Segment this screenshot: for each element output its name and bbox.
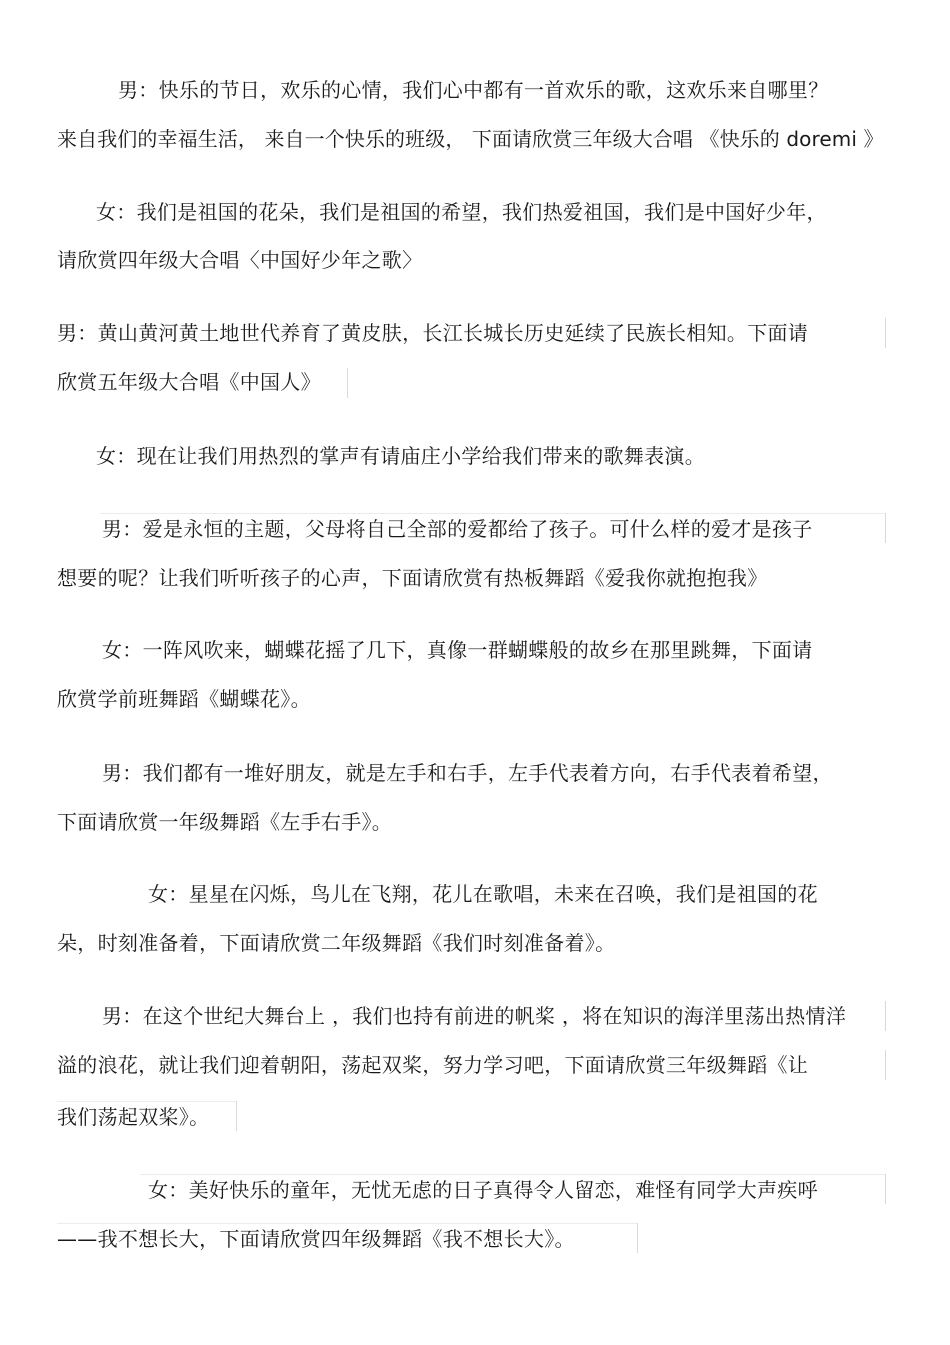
margin-rule [57,1101,237,1102]
margin-rule [57,1223,637,1224]
paragraph-10-line-1: 女：美好快乐的童年，无忧无虑的日子真得令人留恋，难怪有同学大声疾呼 [148,1178,818,1202]
paragraph-6-line-1: 女：一阵风吹来，蝴蝶花摇了几下，真像一群蝴蝶般的故乡在那里跳舞，下面请 [102,638,813,662]
margin-rule [140,1174,885,1175]
margin-mark [885,318,886,348]
paragraph-9-line-2: 溢的浪花，就让我们迎着朝阳，荡起双桨，努力学习吧，下面请欣赏三年级舞蹈《让 [57,1053,809,1077]
paragraph-8-line-1: 女：星星在闪烁，鸟儿在飞翔，花儿在歌唱，未来在召唤，我们是祖国的花 [148,882,818,906]
paragraph-9-line-1: 男：在这个世纪大舞台上 ，我们也持有前进的帆桨 ，将在知识的海洋里荡出热情洋 [102,1004,847,1028]
margin-rule [100,513,885,514]
paragraph-1-line-1: 男：快乐的节日，欢乐的心情，我们心中都有一首欢乐的歌，这欢乐来自哪里？ [118,78,829,102]
paragraph-3-line-1: 男：黄山黄河黄土地世代养育了黄皮肤，长江长城长历史延续了民族长相知。下面请 [57,321,809,345]
paragraph-3-line-2: 欣赏五年级大合唱《中国人》 [57,370,321,394]
margin-mark [885,1001,886,1031]
margin-mark [347,368,348,398]
margin-mark [885,1050,886,1080]
paragraph-5-line-2: 想要的呢？让我们听听孩子的心声，下面请欣赏有热板舞蹈《爱我你就抱抱我》 [57,566,768,590]
margin-mark [885,513,886,543]
paragraph-7-line-1: 男：我们都有一堆好朋友，就是左手和右手，左手代表着方向，右手代表着希望， [102,761,833,785]
margin-mark [637,1223,638,1253]
paragraph-2-line-2: 请欣赏四年级大合唱〈中国好少年之歌〉 [57,248,423,272]
paragraph-1-line-2: 来自我们的幸福生活， 来自一个快乐的班级， 下面请欣赏三年级大合唱 《快乐的 doremi 》 [57,127,884,151]
margin-mark [885,1174,886,1204]
paragraph-9-line-3: 我们荡起双桨》。 [57,1105,210,1129]
margin-mark [236,1101,237,1131]
paragraph-6-line-2: 欣赏学前班舞蹈《蝴蝶花》。 [57,687,311,711]
paragraph-8-line-2: 朵，时刻准备着，下面请欣赏二年级舞蹈《我们时刻准备着》。 [57,931,616,955]
paragraph-7-line-2: 下面请欣赏一年级舞蹈《左手右手》。 [57,810,393,834]
paragraph-5-line-1: 男：爱是永恒的主题，父母将自己全部的爱都给了孩子。可什么样的爱才是孩子 [102,517,813,541]
paragraph-10-line-2: ——我不想长大，下面请欣赏四年级舞蹈《我不想长大》。 [57,1227,575,1251]
paragraph-4-line-1: 女：现在让我们用热烈的掌声有请庙庄小学给我们带来的歌舞表演。 [96,444,705,468]
paragraph-2-line-1: 女：我们是祖国的花朵，我们是祖国的希望，我们热爱祖国，我们是中国好少年， [96,200,827,224]
